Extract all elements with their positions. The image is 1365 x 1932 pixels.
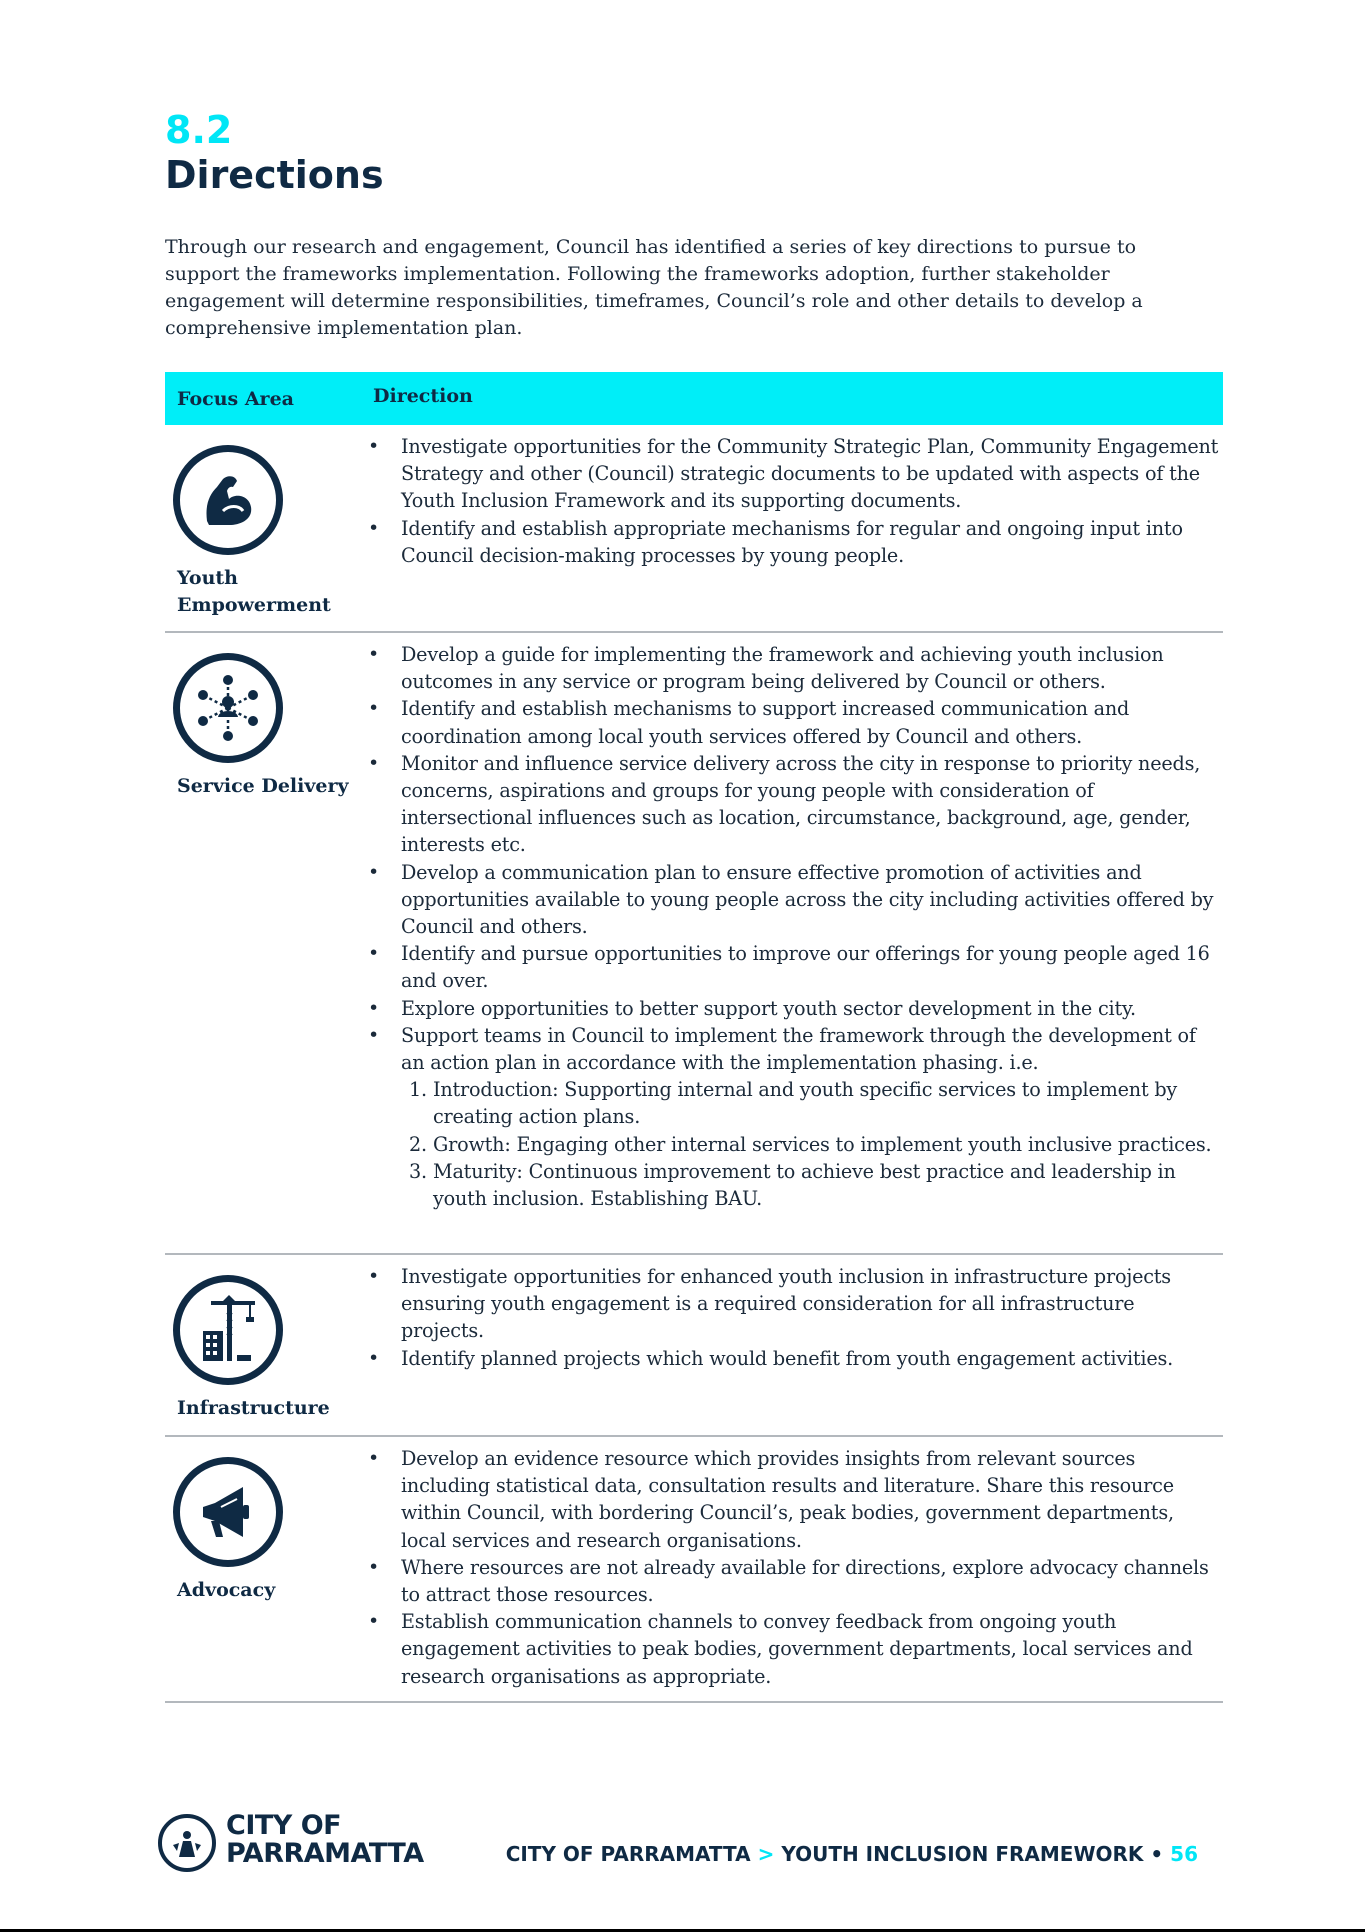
list-item <box>365 1131 1223 1158</box>
network-people-icon <box>173 653 283 763</box>
focus-cell <box>173 1457 353 1604</box>
focus-cell <box>173 653 353 800</box>
step-number: 2. <box>409 1132 427 1156</box>
footer-bullet: • <box>1150 1842 1164 1866</box>
flexed-arm-icon <box>173 445 283 555</box>
page-number: 56 <box>1170 1842 1198 1866</box>
list-item: • Investigate opportunities for enhanced youth inclusion in infrastructure projects ensuring youth engagement is a required consideration for all infrastructure projects. <box>365 1263 1223 1345</box>
list-item: • Where resources are not already available for directions, explore advocacy channels to attract those resources. <box>365 1554 1223 1608</box>
city-logo-text <box>226 1812 424 1868</box>
list-item: • Develop a communication plan to ensure effective promotion of activities and opportunities available to young people across the city including activities offered by Council and others. <box>365 859 1223 941</box>
list-item: • Identify and establish mechanisms to support increased communication and coordination among local youth services offered by Council and others. <box>365 695 1223 749</box>
list-item: • Develop an evidence resource which provides insights from relevant sources including statistical data, consultation results and literature. Share this resource within Council, with bordering Council’s, peak bodies, government departments, local services and research organisations. <box>365 1445 1223 1554</box>
list-item: • Develop a guide for implementing the framework and achieving youth inclusion outcomes in any service or program being delivered by Council or others. <box>365 641 1223 695</box>
page-title: Directions <box>165 153 384 197</box>
section-number: 8.2 <box>165 108 233 152</box>
directions-table <box>165 372 1223 1703</box>
breadcrumb <box>506 1842 1198 1866</box>
breadcrumb-separator: > <box>757 1842 775 1866</box>
step-text: Maturity: Continuous improvement to achieve best practice and leadership in youth inclusion. Establishing BAU. <box>433 1159 1176 1211</box>
page-footer <box>158 1810 1208 1880</box>
focus-area-label: Youth Empowerment <box>177 567 331 616</box>
list-item: • Identify and pursue opportunities to improve our offerings for young people aged 16 and over. <box>365 940 1223 994</box>
header-direction: Direction <box>373 385 473 407</box>
megaphone-icon <box>173 1457 283 1567</box>
step-number: 1. <box>409 1078 427 1102</box>
table-row <box>165 1437 1223 1703</box>
logo-line-2: PARRAMATTA <box>226 1838 424 1869</box>
table-row <box>165 633 1223 1255</box>
table-row <box>165 1255 1223 1437</box>
focus-cell <box>173 1275 353 1422</box>
city-crest-icon <box>158 1814 216 1872</box>
focus-area-label: Infrastructure <box>177 1397 330 1419</box>
step-text: Introduction: Supporting internal and youth specific services to implement by creating action plans. <box>433 1078 1178 1129</box>
focus-cell <box>173 445 353 619</box>
intro-paragraph: Through our research and engagement, Council has identified a series of key directions to pursue to support the frameworks implementation. Following the frameworks adoption, further stakeholder engagement will determine responsibilities, timeframes, Council’s role and other details to develop a comprehensive implementation plan. <box>165 236 1143 339</box>
crane-building-icon <box>173 1275 283 1385</box>
list-item: • Identify and establish appropriate mechanisms for regular and ongoing input into Council decision-making processes by young people. <box>365 515 1223 569</box>
header-focus-area: Focus Area <box>177 388 294 410</box>
breadcrumb-doc: YOUTH INCLUSION FRAMEWORK <box>781 1842 1144 1866</box>
focus-area-label: Advocacy <box>177 1579 276 1601</box>
table-header <box>165 372 1223 425</box>
focus-area-label: Service Delivery <box>177 775 349 797</box>
list-item: • Monitor and influence service delivery across the city in response to priority needs, concerns, aspirations and groups for young people with consideration of intersectional influences such as location, circumstance, background, age, gender, interests etc. <box>365 750 1223 859</box>
list-item: • Identify planned projects which would benefit from youth engagement activities. <box>365 1345 1223 1372</box>
list-item <box>365 1158 1223 1212</box>
list-item: • Explore opportunities to better support youth sector development in the city. <box>365 995 1223 1022</box>
list-item: • Support teams in Council to implement the framework through the development of an action plan in accordance with the implementation phasing. i.e. <box>365 1022 1223 1076</box>
step-text: Growth: Engaging other internal services to implement youth inclusive practices. <box>433 1132 1212 1156</box>
list-item <box>365 1076 1223 1130</box>
logo-line-1: CITY OF <box>226 1810 342 1841</box>
table-row <box>165 425 1223 633</box>
breadcrumb-org: CITY OF PARRAMATTA <box>505 1842 751 1866</box>
list-item: • Establish communication channels to convey feedback from ongoing youth engagement activities to peak bodies, government departments, local services and research organisations as appropriate. <box>365 1608 1223 1690</box>
list-item: • Investigate opportunities for the Community Strategic Plan, Community Engagement Strategy and other (Council) strategic documents to be updated with aspects of the Youth Inclusion Framework and its supporting documents. <box>365 433 1223 515</box>
step-number: 3. <box>409 1159 427 1183</box>
